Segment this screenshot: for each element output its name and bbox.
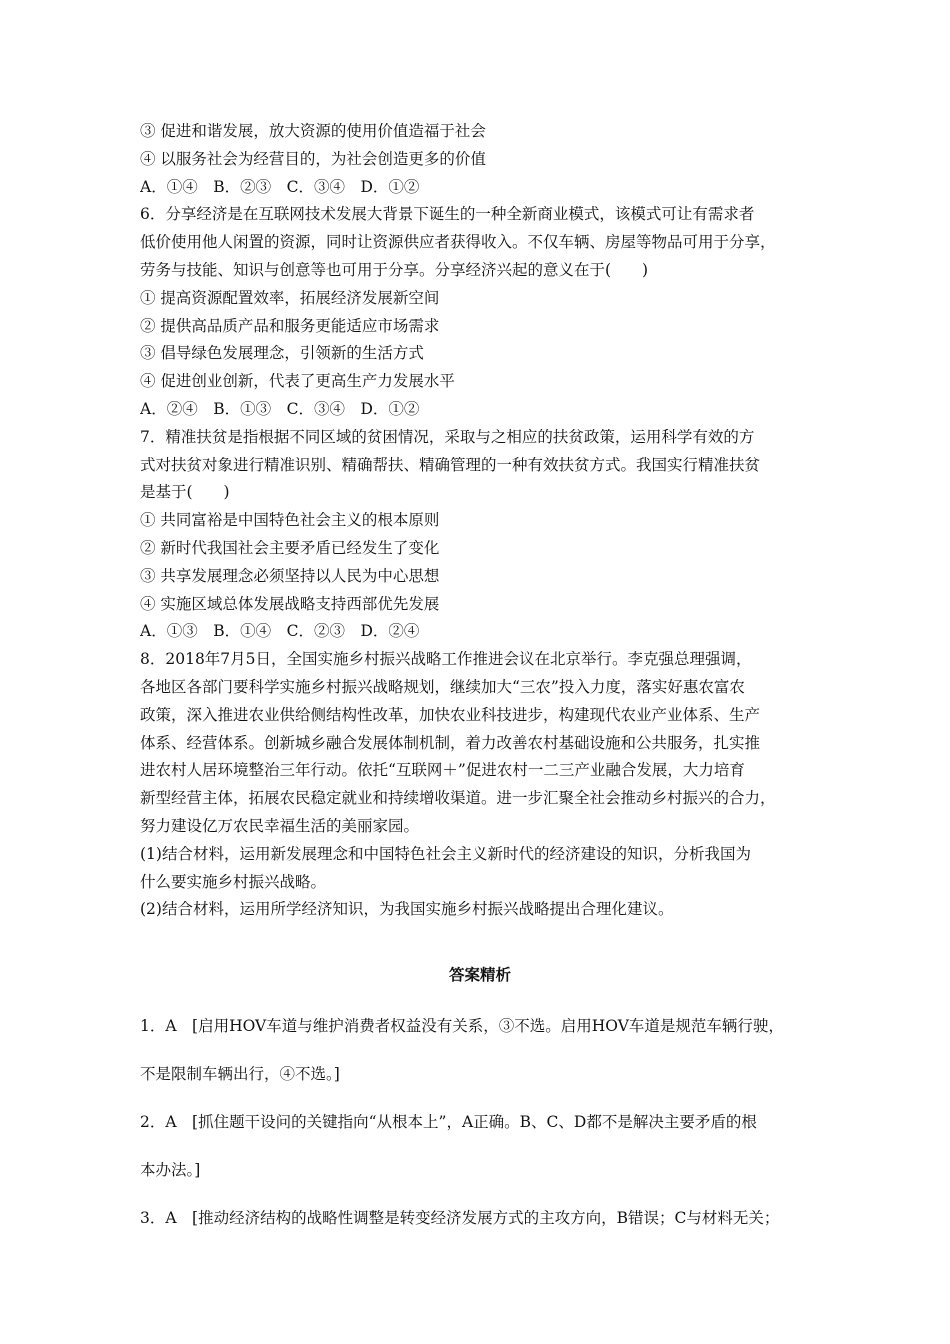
- answer-line: 不是限制车辆出行，④不选。]: [140, 1064, 340, 1083]
- answer-line: 1．A [启用HOV车道与维护消费者权益没有关系，③不选。启用HOV车道是规范车辆行驶，: [140, 1016, 784, 1035]
- sub-question: 什么要实施乡村振兴战略。: [140, 872, 327, 891]
- question-text: 努力建设亿万农民幸福生活的美丽家园。: [140, 816, 420, 835]
- answer-choices: A．②④ B．①③ C．③④ D．①②: [140, 399, 420, 418]
- document-content: [140, 118, 820, 1252]
- option-line: ③ 促进和谐发展，放大资源的使用价值造福于社会: [140, 122, 486, 140]
- option-line: ④ 实施区域总体发展战略支持西部优先发展: [140, 594, 440, 613]
- sub-question: (2)结合材料，运用所学经济知识，为我国实施乡村振兴战略提出合理化建议。: [140, 900, 674, 919]
- option-line: ③ 倡导绿色发展理念，引领新的生活方式: [140, 344, 424, 363]
- question-text: 低价使用他人闲置的资源，同时让资源供应者获得收入。不仅车辆、房屋等物品可用于分享，: [140, 233, 776, 252]
- question-text: 6．分享经济是在互联网技术发展大背景下诞生的一种全新商业模式，该模式可让有需求者: [140, 205, 755, 224]
- answer-line: 3．A [推动经济结构的战略性调整是转变经济发展方式的主攻方向，B错误；C与材料无关；: [140, 1208, 780, 1227]
- question-text: 8．2018年7月5日，全国实施乡村振兴战略工作推进会议在北京举行。李克强总理强调，: [140, 650, 752, 669]
- answer-choices: A．①③ B．①④ C．②③ D．②④: [140, 622, 420, 641]
- answer-line: 2．A [抓住题干设问的关键指向“从根本上”，A正确。B、C、D都不是解决主要矛盾的根: [140, 1112, 757, 1131]
- option-line: ④ 促进创业创新，代表了更高生产力发展水平: [140, 372, 455, 391]
- question-text: 新型经营主体，拓展农民稳定就业和持续增收渠道。进一步汇聚全社会推动乡村振兴的合力，: [140, 789, 776, 808]
- option-line: ② 新时代我国社会主要矛盾已经发生了变化: [140, 538, 440, 557]
- option-line: ④ 以服务社会为经营目的，为社会创造更多的价值: [140, 149, 486, 168]
- sub-question: (1)结合材料，运用新发展理念和中国特色社会主义新时代的经济建设的知识，分析我国为: [140, 844, 751, 863]
- question-text: 各地区各部门要科学实施乡村振兴战略规划，继续加大“三农”投入力度，落实好惠农富农: [140, 677, 745, 696]
- question-text: 体系、经营体系。创新城乡融合发展体制机制，着力改善农村基础设施和公共服务，扎实推: [140, 733, 761, 752]
- option-line: ① 共同富裕是中国特色社会主义的根本原则: [140, 511, 440, 530]
- option-line: ③ 共享发展理念必须坚持以人民为中心思想: [140, 566, 440, 585]
- question-text: 式对扶贫对象进行精准识别、精确帮扶、精确管理的一种有效扶贫方式。我国实行精准扶贫: [140, 455, 761, 474]
- question-text: 政策，深入推进农业供给侧结构性改革，加快农业科技进步，构建现代农业产业体系、生产: [140, 705, 761, 724]
- answer-choices: A．①④ B．②③ C．③④ D．①②: [140, 177, 420, 196]
- option-line: ② 提供高品质产品和服务更能适应市场需求: [140, 316, 440, 335]
- question-text: 劳务与技能、知识与创意等也可用于分享。分享经济兴起的意义在于( ): [140, 260, 649, 279]
- question-7: [140, 424, 820, 646]
- answer-line: 本办法。]: [140, 1160, 201, 1179]
- question-text: 是基于( ): [140, 483, 230, 502]
- question-text: 7．精准扶贫是指根据不同区域的贫困情况，采取与之相应的扶贫政策，运用科学有效的方: [140, 427, 755, 446]
- question-6: [140, 201, 820, 423]
- question-text: 进农村人居环境整治三年行动。依托“互联网＋”促进农村一二三产业融合发展，大力培育: [140, 761, 745, 780]
- question-8: [140, 646, 820, 924]
- answer-section-title: 答案精析: [448, 966, 511, 985]
- option-line: ① 提高资源配置效率，拓展经济发展新空间: [140, 288, 440, 307]
- question-5-tail: [140, 118, 820, 201]
- answer-list: [140, 1012, 820, 1232]
